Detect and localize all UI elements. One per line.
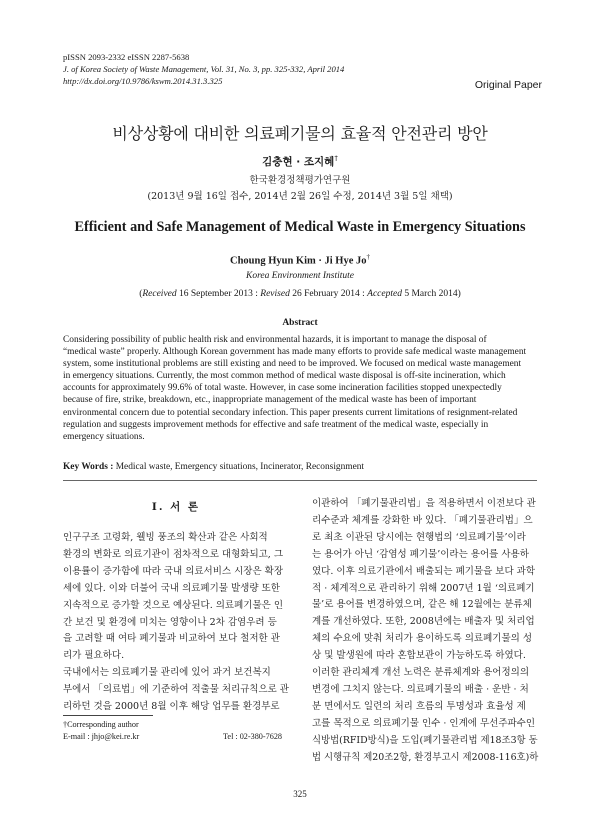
english-institute: Korea Environment Institute — [245, 271, 354, 281]
body-text-line: 리가 필요하다. — [63, 650, 125, 662]
left-column — [63, 530, 289, 716]
abstract-line: system, some institutional problems are still existing and need to be improved. We focused on medical waste management — [63, 359, 522, 370]
body-text-line: 을 고려할 때 여타 폐기물과 비교하여 보다 철저한 관 — [63, 633, 280, 645]
body-text-line: 식방법(RFID방식)을 도입(폐기물관리법 제18조3항 동 — [312, 734, 538, 746]
corresponding-author-label: †Corresponding author — [63, 720, 139, 729]
body-text-line: 계를 개선하였다. 또한, 2008년에는 배출자 및 처리업 — [312, 616, 535, 628]
received-date: 16 September 2013 : — [176, 289, 261, 299]
section-heading-introduction: I. 서 론 — [151, 501, 201, 513]
page-number: 325 — [293, 789, 307, 799]
section-divider — [63, 480, 537, 481]
dates-open-paren: ( — [139, 289, 143, 299]
body-text-line: 이러한 관리체계 개선 노력은 분류체계와 용어정의의 — [312, 667, 529, 679]
abstract-heading: Abstract — [282, 318, 318, 328]
body-text-line: 상 및 발생원에 따라 혼합보관이 가능하도록 하였다. — [312, 650, 526, 662]
abstract-line: regulation and suggests improvement methods for effective and safe treatment of the medical waste, especially in — [63, 419, 489, 430]
body-text-line: 변경에 그치지 않는다. 의료폐기물의 배출 · 운반 · 처 — [312, 683, 529, 695]
abstract-line: environmental concern due to potential secondary infection. This paper presents current limitations of resignment-related — [63, 407, 518, 418]
body-text-line: 지속적으로 증가할 것으로 예상된다. 의료폐기물은 인 — [63, 599, 284, 611]
english-dates — [0, 289, 600, 299]
revised-label: Revised — [260, 289, 290, 299]
body-text-line: 세에 있다. 이와 더불어 국내 의료폐기물 발생량 또한 — [63, 582, 280, 594]
abstract-body — [63, 334, 537, 443]
abstract-line: because of fire, strike, breakdown, etc., inappropriate management of the medical waste has been of important — [63, 395, 477, 406]
abstract-line: “medical waste” properly. Although Korean government has made many efforts to provide safe medical waste management — [63, 347, 527, 358]
body-text-line: 고를 목적으로 의료폐기물 인수 · 인계에 무선주파수인 — [312, 717, 536, 729]
body-text-line: 적 · 체계적으로 관리하기 위해 2007년 1월 ‘의료폐기 — [312, 582, 535, 594]
body-text-line: 는 용어가 아닌 ‘감염성 폐기물’이라는 용어를 사용하 — [312, 548, 529, 560]
korean-title: 비상상황에 대비한 의료폐기물의 효율적 안전관리 방안 — [112, 124, 488, 143]
english-author-names: Choung Hyun Kim · Ji Hye Jo — [229, 255, 367, 267]
body-text-line: 체의 수요에 맞춰 처리가 용이하도록 의료폐기물의 성 — [312, 633, 533, 645]
received-label: Received — [142, 289, 177, 299]
abstract-line: accounts for approximately 99.6% of total waste. However, in case some incineration facilities stopped unexpectedly — [63, 383, 502, 394]
journal-citation: J. of Korea Society of Waste Management, Vol. 31, No. 3, pp. 325-332, April 2014 — [63, 63, 345, 74]
body-text-line: 였다. 이후 의료기관에서 배출되는 폐기물을 보다 과학 — [312, 565, 536, 577]
body-text-line: 리수준과 체계를 강화한 바 있다. 「폐기물관리법」으 — [312, 514, 533, 526]
footnote — [63, 719, 289, 742]
abstract-line: Considering possibility of public health risk and environmental hazards, it is important to manage the disposal of — [63, 335, 487, 345]
english-title: Efficient and Safe Management of Medical Waste in Emergency Situations — [74, 219, 526, 235]
abstract-line: in emergency situations. Currently, the most common method of medical waste disposal is off-site incineration, which — [63, 371, 506, 382]
body-text-line: 환경의 변화로 의료기관이 점차적으로 대형화되고, 그 — [63, 548, 284, 560]
doi-link[interactable]: http://dx.doi.org/10.9786/kswm.2014.31.3.325 — [63, 75, 223, 86]
revised-date: 26 February 2014 : — [289, 289, 368, 299]
body-text-line: 국내에서는 의료폐기물 관리에 있어 과거 보건복지 — [63, 667, 271, 679]
accepted-date: 5 March 2014) — [401, 289, 461, 299]
author-tel: Tel : 02-380-7628 — [223, 731, 283, 741]
body-text-line: 로 최초 이관된 당시에는 현행법의 ‘의료폐기물’이라 — [312, 531, 526, 543]
body-text-line: 이용률이 증가함에 따라 국내 의료서비스 시장은 확장 — [63, 565, 284, 577]
abstract-line: emergency situations. — [63, 431, 145, 442]
korean-dates: (2013년 9월 16일 접수, 2014년 2월 26일 수정, 2014년 3월 5일 채택) — [147, 191, 453, 202]
author-email[interactable]: E-mail : jhjo@kei.re.kr — [63, 731, 140, 741]
right-column — [312, 496, 538, 767]
body-text-line: 인구구조 고령화, 웰빙 풍조의 확산과 같은 사회적 — [63, 532, 268, 543]
footnote-divider — [63, 715, 153, 716]
korean-authors — [0, 154, 600, 169]
keywords-text: Medical waste, Emergency situations, Incinerator, Reconsignment — [113, 462, 365, 472]
body-text-line: 법 시행규칙 제20조2항, 환경부고시 제2008-116호)하 — [312, 751, 539, 763]
keywords — [63, 462, 364, 472]
body-text-line: 분 면에서도 일련의 처리 흐름의 투명성과 효율성 제 — [312, 700, 526, 712]
korean-institute: 한국환경정책평가연구원 — [249, 175, 351, 186]
corresponding-mark: † — [334, 154, 338, 163]
issn-line: pISSN 2093-2332 eISSN 2287-5638 — [63, 52, 190, 62]
body-text-line: 리하던 것을 2000년 8월 이후 해당 업무를 환경부로 — [63, 701, 280, 713]
corresponding-mark: † — [366, 253, 371, 261]
body-text-line: 간 보건 및 환경에 미치는 영향이나 2차 감염우려 등 — [63, 616, 277, 628]
body-text-line: 부에서 「의료법」에 기준하여 적출물 처리규칙으로 관 — [63, 684, 289, 696]
journal-header — [63, 52, 344, 87]
body-text-line: 물’로 용어를 변경하였으며, 같은 해 12월에는 분류체 — [312, 599, 532, 611]
body-text-line: 이관하여 「폐기물관리법」을 적용하면서 이전보다 관 — [312, 498, 536, 509]
article-type-label: Original Paper — [474, 79, 542, 91]
keywords-label: Key Words : — [63, 462, 114, 472]
accepted-label: Accepted — [367, 289, 402, 299]
english-authors — [0, 253, 600, 267]
korean-author-names: 김충현 · 조지혜 — [262, 156, 335, 168]
